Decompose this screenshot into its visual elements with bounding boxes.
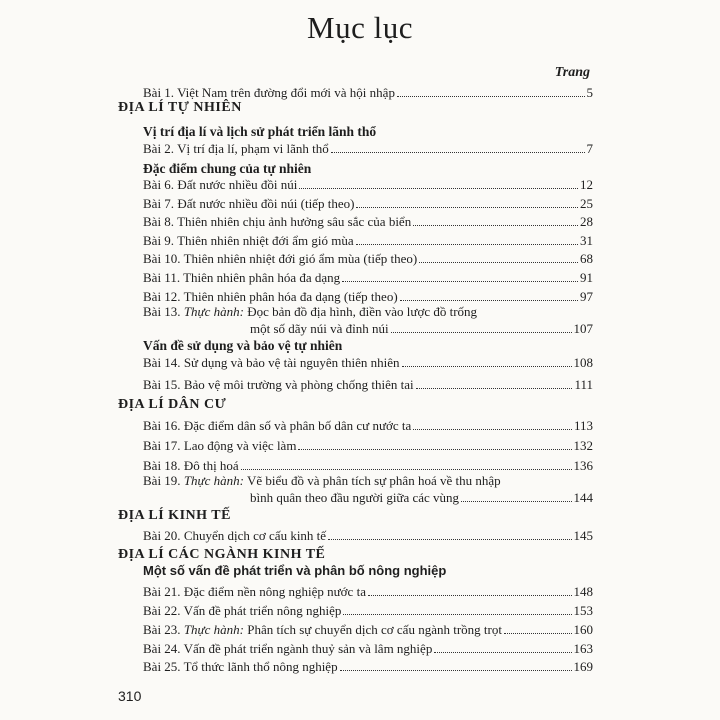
toc-entry-text xyxy=(143,140,329,157)
lesson-title: Chuyển dịch cơ cấu kinh tế xyxy=(183,528,327,543)
toc-entry-text xyxy=(143,303,477,320)
lesson-number: Bài 21. xyxy=(143,584,181,599)
toc-entry-text xyxy=(143,602,341,619)
dot-leader xyxy=(342,281,578,282)
lesson-number: Bài 2. xyxy=(143,141,175,156)
toc-entry-text xyxy=(143,583,366,600)
lesson-number: Bài 11. xyxy=(143,270,181,285)
toc-entry-text xyxy=(143,472,501,489)
toc-entry-line xyxy=(143,176,593,193)
toc-entry xyxy=(143,303,593,337)
lesson-number: Bài 10. xyxy=(143,251,181,266)
dot-leader xyxy=(298,449,571,450)
toc-entry xyxy=(143,354,593,371)
toc-entry xyxy=(143,250,593,267)
lesson-number: Bài 19. xyxy=(143,473,181,488)
lesson-title: Đặc điểm dân số và phân bố dân cư nước ta xyxy=(183,418,412,433)
toc-entry-line xyxy=(143,269,593,286)
page-column-header: Trang xyxy=(554,65,590,80)
toc-entry-line xyxy=(143,250,593,267)
lesson-number: Bài 16. xyxy=(143,418,181,433)
toc-entry xyxy=(143,232,593,249)
lesson-title: Đô thị hoá xyxy=(183,458,239,473)
toc-entry-text xyxy=(143,417,411,434)
lesson-number: Bài 20. xyxy=(143,528,181,543)
toc-entry-line xyxy=(143,84,593,101)
toc-entry xyxy=(143,472,593,506)
dot-leader xyxy=(340,670,572,671)
toc-entry-line xyxy=(143,376,593,393)
toc-section-heading: ĐỊA LÍ KINH TẾ xyxy=(118,508,231,523)
toc-entry-text xyxy=(143,640,432,657)
lesson-type-label: Thực hành: xyxy=(183,622,244,637)
dot-leader xyxy=(391,332,572,333)
lesson-title: Việt Nam trên đường đổi mới và hội nhập xyxy=(177,85,395,100)
lesson-title: Tổ thức lãnh thổ nông nghiệp xyxy=(183,659,338,674)
lesson-title: Bảo vệ môi trường và phòng chống thiên tai xyxy=(183,377,414,392)
page-ref: 148 xyxy=(573,584,593,599)
lesson-title: Lao động và việc làm xyxy=(183,438,297,453)
lesson-number: Bài 7. xyxy=(143,196,175,211)
toc-entry xyxy=(143,602,593,619)
toc-entry xyxy=(143,417,593,434)
toc-entry-text xyxy=(143,250,417,267)
toc-entry-line xyxy=(143,303,593,320)
toc-entry-text xyxy=(143,269,340,286)
dot-leader xyxy=(434,652,571,653)
toc-entry xyxy=(143,176,593,193)
lesson-title: Đọc bản đồ địa hình, điền vào lược đồ trống xyxy=(247,304,478,319)
lesson-title: Thiên nhiên phân hóa đa dạng xyxy=(183,270,341,285)
toc-entry xyxy=(143,213,593,230)
lesson-number: Bài 6. xyxy=(143,177,175,192)
toc-section-heading: ĐỊA LÍ CÁC NGÀNH KINH TẾ xyxy=(118,547,326,562)
lesson-number: Bài 8. xyxy=(143,214,175,229)
lesson-title: Thiên nhiên nhiệt đới ẩm gió mùa xyxy=(177,233,354,248)
dot-leader xyxy=(413,429,572,430)
lesson-title: Sử dụng và bảo vệ tài nguyên thiên nhiên xyxy=(183,355,400,370)
toc-entry-text xyxy=(143,213,411,230)
toc-entry-line xyxy=(143,320,593,337)
page-ref: 113 xyxy=(573,418,593,433)
dot-leader xyxy=(416,388,573,389)
toc-entry xyxy=(143,640,593,657)
dot-leader xyxy=(331,152,585,153)
page-ref: 107 xyxy=(573,321,593,336)
lesson-title: Vấn đề phát triển nông nghiệp xyxy=(183,603,342,618)
page-title: Mục lục xyxy=(307,10,413,45)
page-number: 310 xyxy=(118,688,142,704)
page-ref: 28 xyxy=(580,214,593,229)
lesson-number: Bài 15. xyxy=(143,377,181,392)
toc-entry xyxy=(143,658,593,675)
page-ref: 145 xyxy=(573,528,593,543)
dot-leader xyxy=(343,614,571,615)
toc-entry-text xyxy=(143,195,354,212)
toc-entry-text xyxy=(143,621,502,638)
toc-entry-line xyxy=(143,621,593,638)
page-ref: 144 xyxy=(573,490,593,505)
toc-entry-line xyxy=(143,417,593,434)
toc-entry xyxy=(143,621,593,638)
lesson-type-label: Thực hành: xyxy=(183,304,244,319)
toc-entry-text xyxy=(143,176,297,193)
dot-leader xyxy=(397,96,585,97)
page-ref: 31 xyxy=(580,233,593,248)
lesson-number: Bài 12. xyxy=(143,289,181,304)
page-ref: 5 xyxy=(586,85,593,100)
toc-entry xyxy=(143,269,593,286)
lesson-number: Bài 14. xyxy=(143,355,181,370)
toc-entry-line xyxy=(143,640,593,657)
page-ref: 25 xyxy=(580,196,593,211)
lesson-number: Bài 9. xyxy=(143,233,175,248)
lesson-title: Phân tích sự chuyển dịch cơ cấu ngành trồng trọt xyxy=(247,622,502,637)
toc-entry-line xyxy=(143,583,593,600)
lesson-title-continued: một số dãy núi và đỉnh núi xyxy=(250,321,389,336)
toc-section-heading: ĐỊA LÍ TỰ NHIÊN xyxy=(118,100,242,115)
toc-section-heading: ĐỊA LÍ DÂN CƯ xyxy=(118,397,227,412)
page-ref: 108 xyxy=(573,355,593,370)
lesson-title: Thiên nhiên chịu ảnh hưởng sâu sắc của biển xyxy=(177,214,412,229)
dot-leader xyxy=(241,469,572,470)
toc-entry-line xyxy=(143,195,593,212)
lesson-type-label: Thực hành: xyxy=(183,473,244,488)
lesson-title: Đất nước nhiều đồi núi (tiếp theo) xyxy=(177,196,355,211)
lesson-number: Bài 18. xyxy=(143,458,181,473)
dot-leader xyxy=(328,539,571,540)
page-ref: 91 xyxy=(580,270,593,285)
toc-entry-line xyxy=(143,213,593,230)
dot-leader xyxy=(356,207,578,208)
toc-entry-text xyxy=(143,84,395,101)
toc-subsection-heading: Một số vấn đề phát triển và phân bố nông nghiệp xyxy=(143,563,447,578)
page-ref: 169 xyxy=(573,659,593,674)
dot-leader xyxy=(504,633,572,634)
toc-entry-line xyxy=(143,527,593,544)
dot-leader xyxy=(356,244,578,245)
lesson-number: Bài 23. xyxy=(143,622,181,637)
toc-entry-line xyxy=(143,437,593,454)
lesson-number: Bài 13. xyxy=(143,304,181,319)
page-ref: 111 xyxy=(574,377,593,392)
lesson-number: Bài 25. xyxy=(143,659,181,674)
page-ref: 132 xyxy=(573,438,593,453)
lesson-title: Đặc điểm nền nông nghiệp nước ta xyxy=(183,584,366,599)
lesson-title: Đất nước nhiều đồi núi xyxy=(177,177,298,192)
toc-entry-text xyxy=(143,376,414,393)
lesson-title: Thiên nhiên nhiệt đới gió ẩm mùa (tiếp theo) xyxy=(183,251,418,266)
dot-leader xyxy=(413,225,578,226)
toc-entry-text xyxy=(143,658,338,675)
page-ref: 136 xyxy=(573,458,593,473)
page-ref: 12 xyxy=(580,177,593,192)
dot-leader xyxy=(419,262,578,263)
toc-entry xyxy=(143,84,593,101)
toc-entry-line xyxy=(143,472,593,489)
lesson-title-continued: bình quân theo đầu người giữa các vùng xyxy=(250,490,460,505)
toc-subsection-heading: Vị trí địa lí và lịch sử phát triển lãnh thổ xyxy=(143,124,377,139)
toc-subsection-heading: Vấn đề sử dụng và bảo vệ tự nhiên xyxy=(143,338,343,353)
toc-entry xyxy=(143,195,593,212)
dot-leader xyxy=(368,595,572,596)
lesson-number: Bài 24. xyxy=(143,641,181,656)
toc-entry-text xyxy=(143,527,326,544)
lesson-title: Vấn đề phát triển ngành thuỷ sản và lâm nghiệp xyxy=(183,641,433,656)
toc-entry-line xyxy=(143,354,593,371)
toc-entry-text xyxy=(143,232,354,249)
toc-entry-text xyxy=(143,354,400,371)
page-ref: 160 xyxy=(573,622,593,637)
page-ref: 97 xyxy=(580,289,593,304)
toc-subsection-heading: Đặc điểm chung của tự nhiên xyxy=(143,161,312,176)
lesson-number: Bài 17. xyxy=(143,438,181,453)
page-ref: 163 xyxy=(573,641,593,656)
lesson-title: Vẽ biểu đồ và phân tích sự phân hoá về thu nhập xyxy=(247,473,501,488)
toc-entry-text xyxy=(143,437,296,454)
page-ref: 68 xyxy=(580,251,593,266)
lesson-title: Thiên nhiên phân hóa đa dạng (tiếp theo) xyxy=(183,289,398,304)
toc-entry xyxy=(143,437,593,454)
toc-entry xyxy=(143,583,593,600)
page-ref: 153 xyxy=(573,603,593,618)
page-ref: 7 xyxy=(586,141,593,156)
toc-entry-line xyxy=(143,602,593,619)
toc-entry xyxy=(143,527,593,544)
toc-entry xyxy=(143,376,593,393)
toc-entry-line xyxy=(143,140,593,157)
toc-entry-line xyxy=(143,658,593,675)
lesson-title: Vị trí địa lí, phạm vi lãnh thổ xyxy=(177,141,329,156)
toc-entry-line xyxy=(143,489,593,506)
dot-leader xyxy=(461,501,571,502)
lesson-number: Bài 22. xyxy=(143,603,181,618)
dot-leader xyxy=(299,188,578,189)
dot-leader xyxy=(402,366,572,367)
dot-leader xyxy=(400,300,578,301)
toc-entry xyxy=(143,140,593,157)
lesson-number: Bài 1. xyxy=(143,85,175,100)
toc-entry-line xyxy=(143,232,593,249)
